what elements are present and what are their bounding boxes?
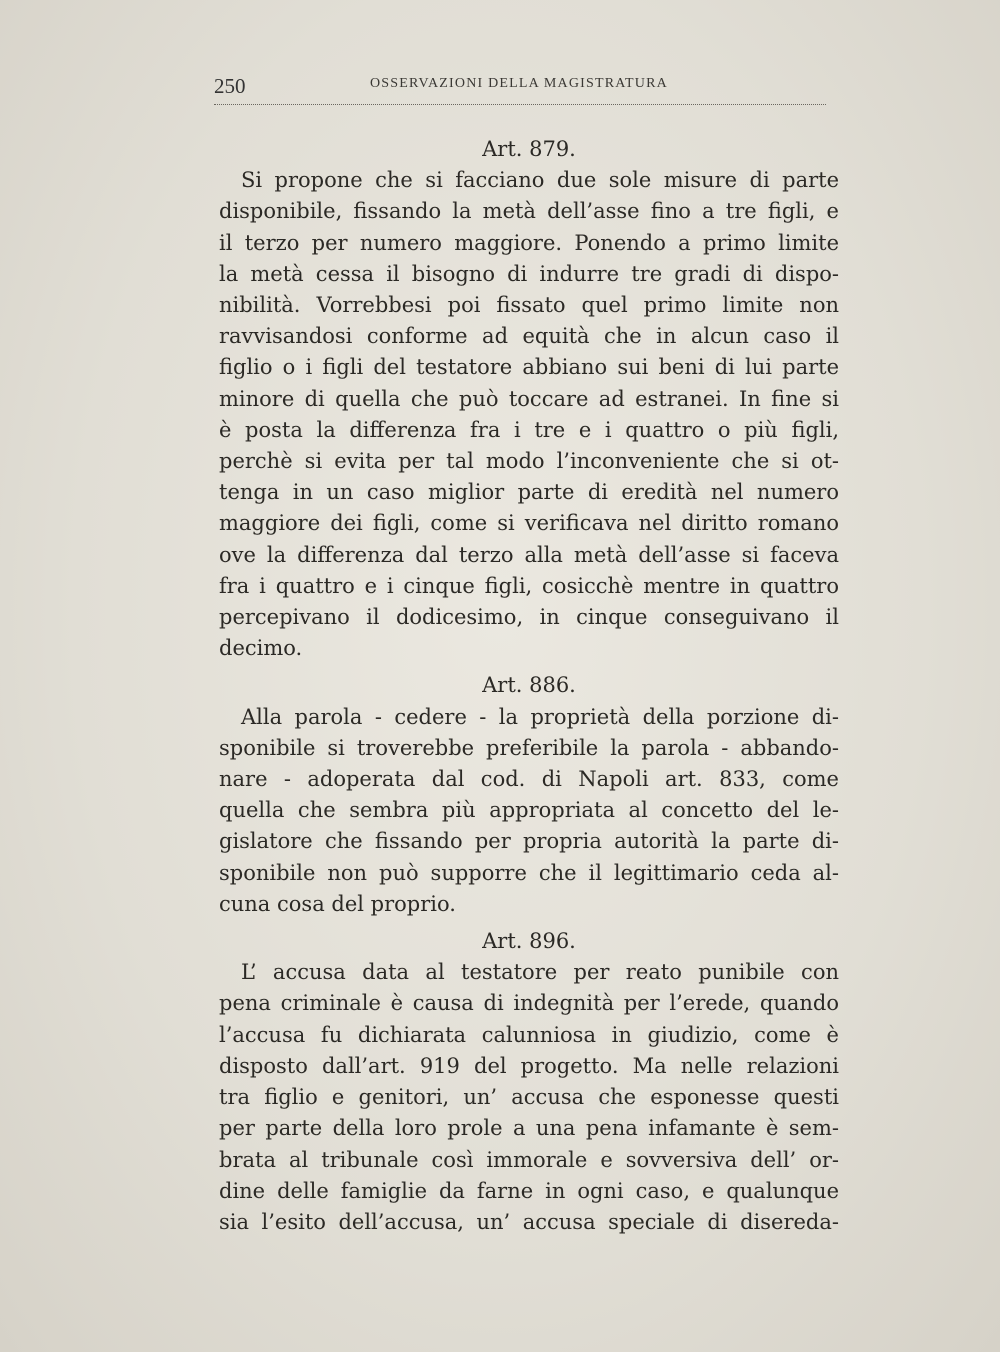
page-header (214, 70, 826, 105)
text-line: l’accusa fu dichiarata calunniosa in giudizio, come è (219, 1022, 839, 1047)
text-line: tra figlio e genitori, un’ accusa che esponesse questi (219, 1085, 839, 1110)
text-line: il terzo per numero maggiore. Ponendo a primo limite (219, 230, 839, 255)
text-line: cuna cosa del proprio. (219, 891, 456, 916)
text-line: pena criminale è causa di indegnità per l’erede, quando (219, 991, 839, 1016)
text-line: la metà cessa il bisogno di indurre tre gradi di dispo- (219, 261, 839, 286)
page-body (219, 134, 839, 1238)
running-title: OSSERVAZIONI DELLA MAGISTRATURA (370, 76, 668, 91)
text-line: ove la differenza dal terzo alla metà dell’asse si faceva (219, 542, 839, 567)
text-line: minore di quella che può toccare ad estranei. In fine si (219, 386, 839, 411)
article-heading-896: Art. 896. (482, 929, 576, 954)
text-line: è posta la differenza fra i tre e i quattro o più figli, (219, 417, 839, 442)
text-line: decimo. (219, 636, 303, 661)
text-line: sponibile si troverebbe preferibile la parola - abbando- (219, 735, 839, 760)
text-line: disposto dall’art. 919 del progetto. Ma nelle relazioni (219, 1053, 839, 1078)
text-line: fra i quattro e i cinque figli, cosicchè mentre in quattro (219, 573, 839, 598)
text-line: brata al tribunale così immorale e sovversiva dell’ or- (219, 1147, 839, 1172)
text-line: L’ accusa data al testatore per reato punibile con (241, 960, 839, 985)
text-line: figlio o i figli del testatore abbiano sui beni di lui parte (219, 355, 839, 380)
text-line: dine delle famiglie da farne in ogni caso, e qualunque (219, 1178, 839, 1203)
text-line: disponibile, fissando la metà dell’asse fino a tre figli, e (219, 199, 839, 224)
text-line: sponibile non può supporre che il legittimario ceda al- (219, 860, 839, 885)
text-line: per parte della loro prole a una pena infamante è sem- (219, 1116, 839, 1141)
text-line: percepivano il dodicesimo, in cinque conseguivano il (219, 605, 839, 630)
article-heading-886: Art. 886. (482, 673, 576, 698)
article-896-paragraph (219, 957, 839, 1238)
article-879-paragraph (219, 165, 839, 664)
article-886-paragraph (219, 702, 839, 920)
text-line: Alla parola - cedere - la proprietà della porzione di- (241, 704, 839, 729)
text-line: nare - adoperata dal cod. di Napoli art. 833, come (219, 767, 839, 792)
text-line: quella che sembra più appropriata al concetto del le- (219, 798, 839, 823)
text-line: gislatore che fissando per propria autorità la parte di- (219, 829, 839, 854)
text-line: ravvisandosi conforme ad equità che in alcun caso il (219, 324, 839, 349)
text-line: sia l’esito dell’accusa, un’ accusa speciale di disereda- (219, 1209, 839, 1234)
text-line: tenga in un caso miglior parte di eredità nel numero (219, 480, 839, 505)
article-heading-879: Art. 879. (482, 137, 576, 161)
text-line: perchè si evita per tal modo l’inconveniente che si ot- (219, 449, 839, 474)
page-number: 250 (214, 74, 246, 98)
text-line: Si propone che si facciano due sole misure di parte (241, 168, 839, 193)
text-line: nibilità. Vorrebbesi poi fissato quel primo limite non (219, 293, 839, 318)
text-line: maggiore dei figli, come si verificava nel diritto romano (219, 511, 839, 536)
